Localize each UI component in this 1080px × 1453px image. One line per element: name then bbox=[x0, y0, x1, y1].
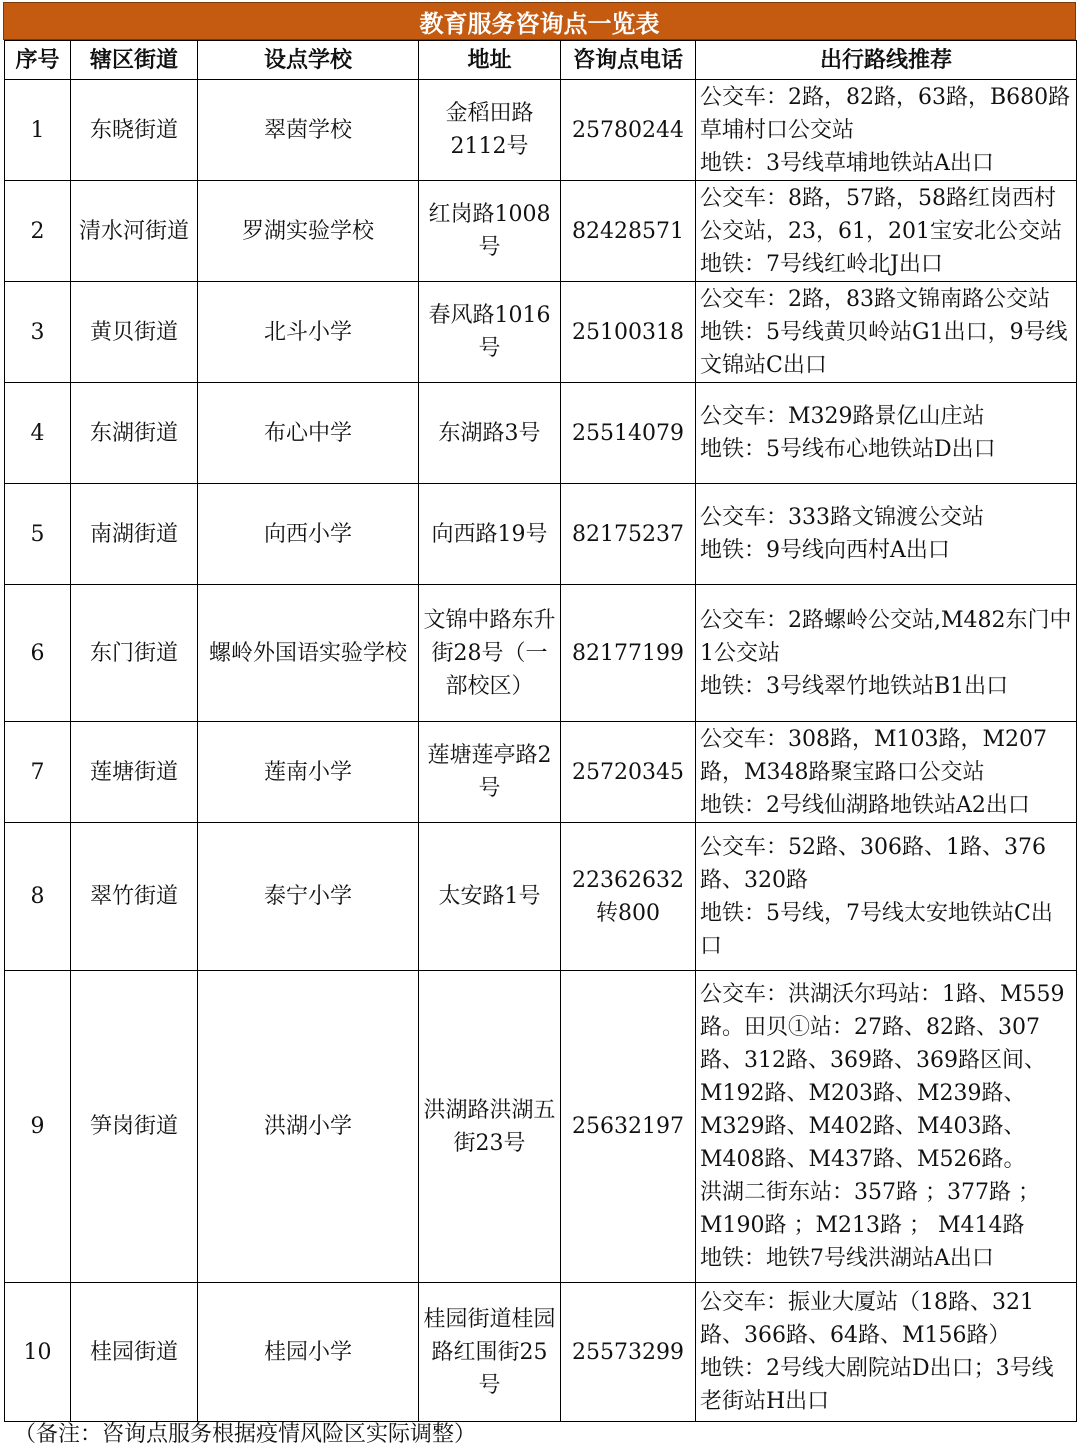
route-line: 公交车：M329路景亿山庄站 bbox=[700, 404, 985, 429]
route-line: 地铁：9号线向西村A出口 bbox=[700, 538, 950, 563]
route-line: 地铁：地铁7号线洪湖站A出口 bbox=[700, 1246, 994, 1271]
table-row bbox=[5, 585, 1077, 722]
cell-address: 太安路1号 bbox=[419, 823, 561, 971]
cell-school: 布心中学 bbox=[198, 383, 419, 484]
table-row bbox=[5, 383, 1077, 484]
cell-street: 黄贝街道 bbox=[71, 282, 198, 383]
cell-school: 莲南小学 bbox=[198, 722, 419, 823]
cell-phone: 25632197 bbox=[561, 971, 696, 1283]
cell-phone: 82428571 bbox=[561, 181, 696, 282]
cell-address: 向西路19号 bbox=[419, 484, 561, 585]
route-line: 公交车：333路文锦渡公交站 bbox=[700, 505, 984, 530]
table-row bbox=[5, 181, 1077, 282]
cell-route bbox=[696, 383, 1077, 484]
cell-no: 8 bbox=[5, 823, 71, 971]
route-line: 公交车：2路螺岭公交站,M482东门中1公交站 bbox=[700, 607, 1072, 666]
cell-no: 2 bbox=[5, 181, 71, 282]
cell-school: 桂园小学 bbox=[198, 1283, 419, 1422]
route-line: 地铁：7号线红岭北J出口 bbox=[700, 251, 943, 277]
cell-phone: 22362632转800 bbox=[561, 823, 696, 971]
header-address: 地址 bbox=[419, 41, 561, 80]
cell-school: 罗湖实验学校 bbox=[198, 181, 419, 282]
route-line: 公交车：8路，57路，58路红岗西村公交站，23，61，201宝安北公交站 bbox=[700, 185, 1062, 244]
table-row bbox=[5, 282, 1077, 383]
table-row bbox=[5, 484, 1077, 585]
header-school: 设点学校 bbox=[198, 41, 419, 80]
cell-no: 1 bbox=[5, 80, 71, 181]
cell-no: 6 bbox=[5, 585, 71, 722]
cell-school: 北斗小学 bbox=[198, 282, 419, 383]
cell-address: 文锦中路东升街28号（一部校区） bbox=[419, 585, 561, 722]
cell-no: 3 bbox=[5, 282, 71, 383]
cell-route bbox=[696, 181, 1077, 282]
cell-street: 南湖街道 bbox=[71, 484, 198, 585]
header-row bbox=[5, 41, 1077, 80]
cell-phone: 25100318 bbox=[561, 282, 696, 383]
cell-school: 洪湖小学 bbox=[198, 971, 419, 1283]
cell-phone: 82175237 bbox=[561, 484, 696, 585]
table-title: 教育服务咨询点一览表 bbox=[3, 2, 1076, 40]
cell-no: 4 bbox=[5, 383, 71, 484]
cell-route bbox=[696, 585, 1077, 722]
route-line: 地铁：3号线翠竹地铁站B1出口 bbox=[700, 673, 1009, 699]
cell-phone: 25720345 bbox=[561, 722, 696, 823]
cell-street: 东门街道 bbox=[71, 585, 198, 722]
table-row bbox=[5, 971, 1077, 1283]
cell-no: 9 bbox=[5, 971, 71, 1283]
header-route: 出行路线推荐 bbox=[696, 41, 1077, 80]
cell-address: 桂园街道桂园路红围街25号 bbox=[419, 1283, 561, 1422]
header-phone: 咨询点电话 bbox=[561, 41, 696, 80]
cell-address: 东湖路3号 bbox=[419, 383, 561, 484]
route-line: 公交车：洪湖沃尔玛站：1路、M559路。田贝①站：27路、82路、307路、312路、369路、369路区间、M192路、M203路、M239路、M329路、M402路、M403路、M408路、M437路、M526路。 bbox=[700, 982, 1065, 1172]
route-line: 地铁：5号线布心地铁站D出口 bbox=[700, 437, 996, 462]
cell-route bbox=[696, 80, 1077, 181]
cell-street: 翠竹街道 bbox=[71, 823, 198, 971]
table-row bbox=[5, 722, 1077, 823]
cell-route bbox=[696, 722, 1077, 823]
cell-street: 东湖街道 bbox=[71, 383, 198, 484]
cell-school: 翠茵学校 bbox=[198, 80, 419, 181]
cell-address: 春风路1016号 bbox=[419, 282, 561, 383]
cell-address: 红岗路1008号 bbox=[419, 181, 561, 282]
cell-no: 5 bbox=[5, 484, 71, 585]
route-line: 地铁：5号线黄贝岭站G1出口，9号线文锦站C出口 bbox=[700, 319, 1068, 378]
route-line: 洪湖二街东站：357路 ；377路 ；M190路 ；M213路 ； M414路 bbox=[700, 1180, 1040, 1238]
cell-address: 洪湖路洪湖五街23号 bbox=[419, 971, 561, 1283]
route-line: 公交车：振业大厦站（18路、321路、366路、64路、M156路） bbox=[700, 1290, 1034, 1348]
cell-no: 7 bbox=[5, 722, 71, 823]
cell-street: 清水河街道 bbox=[71, 181, 198, 282]
cell-street: 笋岗街道 bbox=[71, 971, 198, 1283]
header-street: 辖区街道 bbox=[71, 41, 198, 80]
cell-route bbox=[696, 971, 1077, 1283]
cell-school: 螺岭外国语实验学校 bbox=[198, 585, 419, 722]
consultation-table bbox=[4, 40, 1077, 1422]
table-row bbox=[5, 823, 1077, 971]
footnote: （备注：咨询点服务根据疫情风险区实际调整） bbox=[14, 1422, 477, 1447]
table-row bbox=[5, 80, 1077, 181]
cell-phone: 25573299 bbox=[561, 1283, 696, 1422]
cell-no: 10 bbox=[5, 1283, 71, 1422]
cell-address: 莲塘莲亭路2号 bbox=[419, 722, 561, 823]
header-no: 序号 bbox=[5, 41, 71, 80]
cell-school: 向西小学 bbox=[198, 484, 419, 585]
route-line: 公交车：52路、306路、1路、376路、320路 bbox=[700, 834, 1046, 893]
cell-street: 桂园街道 bbox=[71, 1283, 198, 1422]
cell-phone: 25780244 bbox=[561, 80, 696, 181]
cell-phone: 82177199 bbox=[561, 585, 696, 722]
route-line: 地铁：3号线草埔地铁站A出口 bbox=[700, 150, 994, 176]
cell-route bbox=[696, 823, 1077, 971]
route-line: 地铁：5号线，7号线太安地铁站C出口 bbox=[700, 900, 1053, 959]
route-line: 地铁：2号线仙湖路地铁站A2出口 bbox=[700, 792, 1030, 818]
route-line: 地铁：2号线大剧院站D出口；3号线老街站H出口 bbox=[700, 1356, 1054, 1414]
cell-street: 东晓街道 bbox=[71, 80, 198, 181]
cell-phone: 25514079 bbox=[561, 383, 696, 484]
cell-street: 莲塘街道 bbox=[71, 722, 198, 823]
route-line: 公交车：2路，83路文锦南路公交站 bbox=[700, 286, 1050, 312]
cell-route bbox=[696, 282, 1077, 383]
table-row bbox=[5, 1283, 1077, 1422]
cell-route bbox=[696, 1283, 1077, 1422]
cell-school: 泰宁小学 bbox=[198, 823, 419, 971]
route-line: 公交车：2路，82路，63路，B680路草埔村口公交站 bbox=[700, 84, 1071, 143]
route-line: 公交车：308路，M103路，M207路，M348路聚宝路口公交站 bbox=[700, 726, 1048, 785]
cell-route bbox=[696, 484, 1077, 585]
cell-address: 金稻田路2112号 bbox=[419, 80, 561, 181]
